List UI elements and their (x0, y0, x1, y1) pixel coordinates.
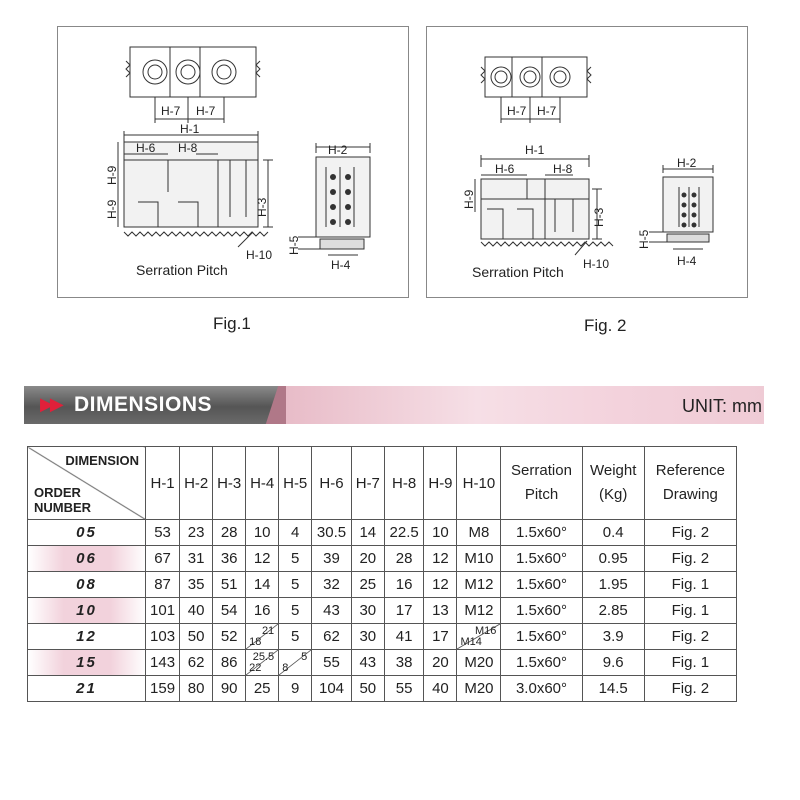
cell-h10: M8 (457, 520, 501, 546)
cell-pitch: 1.5x60° (501, 624, 582, 650)
fig2-label-h9: H-9 (462, 189, 476, 209)
cell-h2: 80 (180, 676, 213, 702)
cell-h4: 12 (246, 546, 279, 572)
cell-h7: 14 (351, 520, 384, 546)
cell-h2: 31 (180, 546, 213, 572)
fig1-label-h3: H-3 (255, 197, 269, 217)
cell-weight: 0.4 (582, 520, 644, 546)
cell-h3: 86 (213, 650, 246, 676)
fig1-label-serration: Serration Pitch (136, 262, 228, 278)
fig1-label-h5: H-5 (287, 235, 301, 255)
fig1-label-h9a: H-9 (105, 165, 119, 185)
cell-h7: 25 (351, 572, 384, 598)
cell-ref: Fig. 2 (644, 520, 736, 546)
cell-weight: 3.9 (582, 624, 644, 650)
cell-h9: 10 (424, 520, 457, 546)
cell-ref: Fig. 2 (644, 546, 736, 572)
fig1-technical-drawing (58, 27, 408, 297)
banner-unit: UNIT: mm (682, 396, 762, 416)
fig2-label-h10: H-10 (583, 257, 610, 271)
cell-h3: 52 (213, 624, 246, 650)
cell-h2: 35 (180, 572, 213, 598)
cell-h9: 20 (424, 650, 457, 676)
header-weight-line1: Weight (589, 462, 637, 479)
fig1-label-h9b: H-9 (105, 199, 119, 219)
cell-h2: 50 (180, 624, 213, 650)
cell-h4: 14 (246, 572, 279, 598)
fig1-label-h7a: H-7 (161, 104, 181, 118)
cell-h6: 62 (312, 624, 352, 650)
cell-h4: 25 (246, 676, 279, 702)
header-h6: H-6 (312, 447, 352, 520)
cell-h10: M10 (457, 546, 501, 572)
cell-h1: 103 (146, 624, 180, 650)
order-number: 05 (28, 520, 146, 546)
cell-h1: 101 (146, 598, 180, 624)
fig1-label-h6: H-6 (136, 141, 156, 155)
cell-h6: 104 (312, 676, 352, 702)
table-row (28, 676, 737, 702)
cell-h5: 5 (279, 572, 312, 598)
corner-dimension-label: DIMENSION (65, 453, 139, 468)
cell-h7: 30 (351, 598, 384, 624)
fig2-label-h4: H-4 (677, 254, 697, 268)
cell-h2: 62 (180, 650, 213, 676)
figure-1-drawing (57, 26, 409, 298)
order-number: 08 (28, 572, 146, 598)
cell-h2: 23 (180, 520, 213, 546)
cell-h6: 32 (312, 572, 352, 598)
cell-h5: 5 (279, 546, 312, 572)
cell-h9: 12 (424, 546, 457, 572)
cell-h8: 16 (384, 572, 424, 598)
order-number: 06 (28, 546, 146, 572)
table-header-row (28, 447, 737, 520)
cell-h5: 5 (279, 624, 312, 650)
cell-h10: M12 (457, 598, 501, 624)
fig1-label-h1: H-1 (180, 122, 200, 136)
cell-h4-split (246, 650, 279, 676)
corner-header (28, 447, 146, 520)
header-reference-line1: Reference (655, 462, 725, 479)
cell-h2: 40 (180, 598, 213, 624)
cell-weight: 2.85 (582, 598, 644, 624)
cell-h10-split (457, 624, 501, 650)
cell-h1: 143 (146, 650, 180, 676)
cell-h1: 67 (146, 546, 180, 572)
cell-h8: 55 (384, 676, 424, 702)
table-row (28, 572, 737, 598)
cell-h3: 54 (213, 598, 246, 624)
fig2-label-h5: H-5 (637, 229, 651, 249)
cell-weight: 1.95 (582, 572, 644, 598)
table-row (28, 624, 737, 650)
header-weight (582, 447, 644, 520)
cell-h3: 36 (213, 546, 246, 572)
cell-h3: 90 (213, 676, 246, 702)
cell-h7: 50 (351, 676, 384, 702)
cell-h4-upper: 25.5 (252, 651, 275, 663)
cell-h5: 5 (279, 598, 312, 624)
cell-h6: 55 (312, 650, 352, 676)
order-number: 12 (28, 624, 146, 650)
cell-h4-lower: 18 (249, 636, 262, 648)
fig2-technical-drawing (427, 27, 747, 297)
cell-ref: Fig. 1 (644, 572, 736, 598)
header-h4: H-4 (246, 447, 279, 520)
cell-h4-upper: 21 (261, 625, 275, 637)
cell-h8: 17 (384, 598, 424, 624)
cell-ref: Fig. 2 (644, 676, 736, 702)
figure-1-caption: Fig.1 (213, 314, 251, 333)
fig2-label-h1: H-1 (525, 143, 545, 157)
cell-h7: 20 (351, 546, 384, 572)
table-row (28, 546, 737, 572)
fig1-label-h2: H-2 (328, 143, 348, 157)
fig1-label-h7b: H-7 (196, 104, 216, 118)
header-h3: H-3 (213, 447, 246, 520)
cell-pitch: 1.5x60° (501, 520, 582, 546)
cell-h7: 30 (351, 624, 384, 650)
cell-h10: M20 (457, 676, 501, 702)
cell-pitch: 1.5x60° (501, 598, 582, 624)
order-number: 10 (28, 598, 146, 624)
fig1-label-h10: H-10 (246, 248, 273, 262)
corner-order-label (34, 485, 91, 515)
header-weight-line2: (Kg) (599, 486, 628, 503)
cell-pitch: 1.5x60° (501, 650, 582, 676)
corner-order-line2: NUMBER (34, 500, 92, 515)
cell-h8: 28 (384, 546, 424, 572)
figure-2-caption: Fig. 2 (584, 316, 627, 335)
cell-h5: 4 (279, 520, 312, 546)
cell-ref: Fig. 1 (644, 650, 736, 676)
cell-h10: M12 (457, 572, 501, 598)
header-serration-line1: Serration (511, 462, 572, 479)
header-h7: H-7 (351, 447, 384, 520)
order-number: 21 (28, 676, 146, 702)
order-number: 15 (28, 650, 146, 676)
cell-h4-split (246, 624, 279, 650)
cell-weight: 0.95 (582, 546, 644, 572)
cell-h5: 9 (279, 676, 312, 702)
cell-pitch: 3.0x60° (501, 676, 582, 702)
header-reference-line2: Drawing (662, 486, 718, 503)
cell-h1: 87 (146, 572, 180, 598)
cell-h1: 159 (146, 676, 180, 702)
cell-h5-split (279, 650, 312, 676)
cell-h3: 51 (213, 572, 246, 598)
dimensions-banner (24, 386, 764, 424)
cell-h7: 43 (351, 650, 384, 676)
fig1-label-h4: H-4 (331, 258, 351, 272)
cell-ref: Fig. 2 (644, 624, 736, 650)
cell-h10: M20 (457, 650, 501, 676)
table-row (28, 598, 737, 624)
figure-2-drawing (426, 26, 748, 298)
cell-h4: 10 (246, 520, 279, 546)
table-row (28, 650, 737, 676)
header-h2: H-2 (180, 447, 213, 520)
cell-h9: 40 (424, 676, 457, 702)
cell-h4: 16 (246, 598, 279, 624)
cell-h8: 38 (384, 650, 424, 676)
header-serration-line2: Pitch (524, 486, 559, 503)
table-row (28, 520, 737, 546)
cell-h8: 22.5 (384, 520, 424, 546)
cell-pitch: 1.5x60° (501, 572, 582, 598)
cell-weight: 9.6 (582, 650, 644, 676)
cell-h1: 53 (146, 520, 180, 546)
fig2-label-h6: H-6 (495, 162, 515, 176)
fig2-label-serration: Serration Pitch (472, 264, 564, 280)
fig2-label-h7a: H-7 (507, 104, 527, 118)
cell-h6: 39 (312, 546, 352, 572)
fig2-label-h2: H-2 (677, 156, 697, 170)
cell-h6: 43 (312, 598, 352, 624)
header-h5: H-5 (279, 447, 312, 520)
double-arrow-icon: ▶▶ (40, 394, 60, 414)
cell-h10-lower: M14 (460, 636, 482, 648)
header-h8: H-8 (384, 447, 424, 520)
cell-h5-lower: 8 (282, 662, 289, 674)
cell-h9: 13 (424, 598, 457, 624)
header-serration-pitch (501, 447, 582, 520)
cell-h8: 41 (384, 624, 424, 650)
header-h9: H-9 (424, 447, 457, 520)
cell-h10-upper: M16 (475, 625, 497, 637)
banner-title: DIMENSIONS (74, 393, 213, 416)
fig2-label-h7b: H-7 (537, 104, 557, 118)
fig2-label-h8: H-8 (553, 162, 573, 176)
fig1-label-h8: H-8 (178, 141, 198, 155)
cell-h4-lower: 22 (249, 662, 262, 674)
dimensions-table (27, 446, 737, 702)
fig2-label-h3: H-3 (592, 207, 606, 227)
cell-weight: 14.5 (582, 676, 644, 702)
cell-h6: 30.5 (312, 520, 352, 546)
header-reference (644, 447, 736, 520)
cell-pitch: 1.5x60° (501, 546, 582, 572)
cell-h9: 12 (424, 572, 457, 598)
header-h1: H-1 (146, 447, 180, 520)
corner-order-line1: ORDER (34, 485, 81, 500)
cell-h9: 17 (424, 624, 457, 650)
cell-h5-upper: 5 (301, 651, 308, 663)
header-h10: H-10 (457, 447, 501, 520)
cell-h3: 28 (213, 520, 246, 546)
cell-ref: Fig. 1 (644, 598, 736, 624)
